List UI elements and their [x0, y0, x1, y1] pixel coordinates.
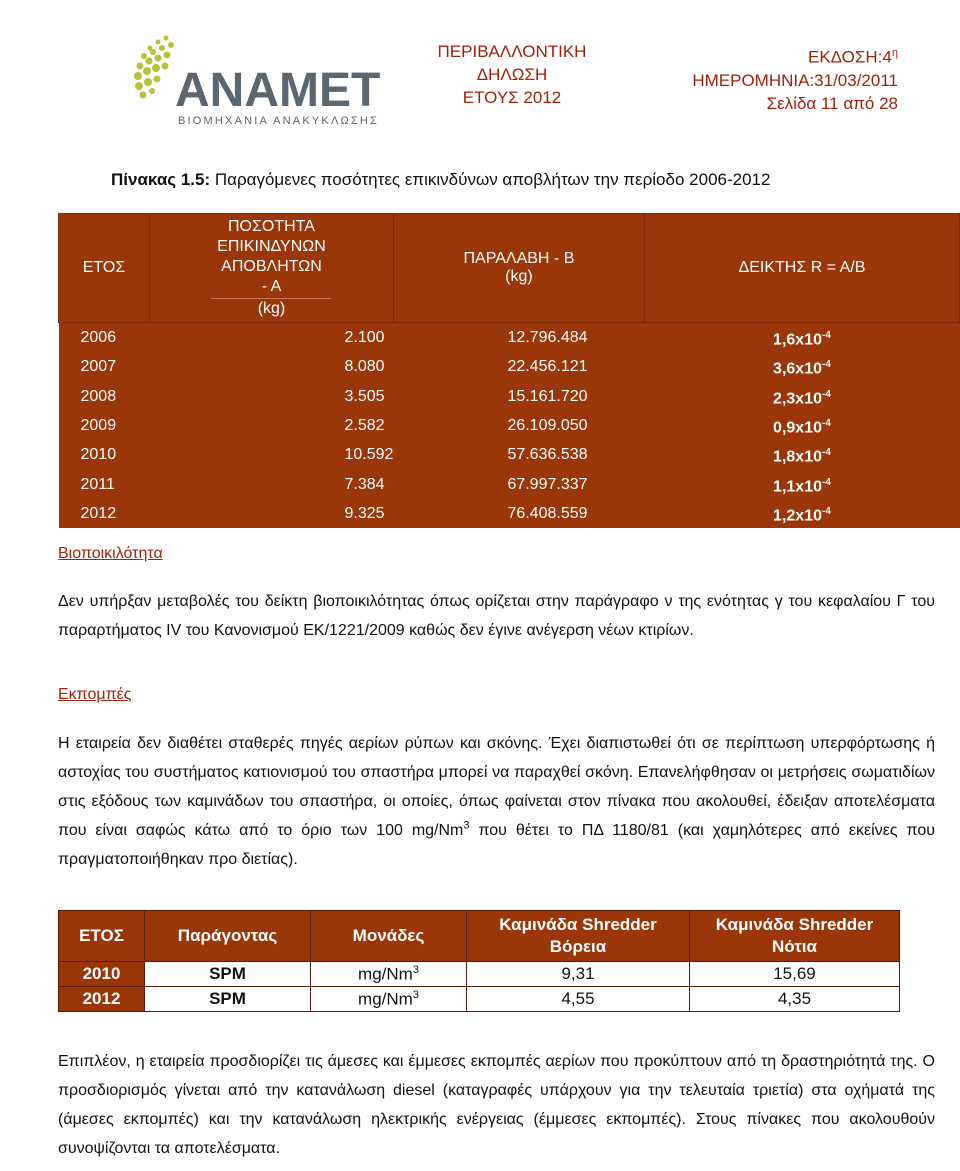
- south-line-2: Νότια: [772, 937, 817, 956]
- title-line-3: ΕΤΟΥΣ 2012: [462, 88, 562, 107]
- north-line-1: Καμινάδα Shredder: [499, 915, 657, 934]
- document-title: [412, 40, 612, 109]
- cell-index: [644, 411, 959, 440]
- unit-text: mg/Nm: [358, 989, 413, 1009]
- index-value: 0,9x10: [773, 419, 822, 437]
- col-year-header: ΕΤΟΣ: [59, 214, 150, 323]
- index-value: 1,1x10: [773, 477, 822, 495]
- col-index-header: ΔΕΙΚΤΗΣ R = A/B: [644, 214, 959, 323]
- t2-north-header: [467, 911, 690, 962]
- emissions-title: Εκπομπές: [58, 686, 132, 703]
- cell-quantity: 9.325: [150, 499, 394, 528]
- logo-dots-icon: [120, 28, 390, 128]
- index-exponent: -4: [821, 388, 831, 400]
- north-line-2: Βόρεια: [549, 937, 607, 956]
- index-value: 1,8x10: [773, 448, 822, 466]
- quantity-line-5: (kg): [257, 300, 286, 317]
- caption-text: Παραγόμενες ποσότητες επικινδύνων αποβλήτων την περίοδο 2006-2012: [210, 170, 771, 189]
- cell-quantity: 3.505: [150, 382, 394, 411]
- biodiversity-title: Βιοποικιλότητα: [58, 545, 163, 562]
- t2-year-header: ΕΤΟΣ: [59, 911, 145, 962]
- table-row: [59, 323, 960, 353]
- cell-south: 15,69: [690, 962, 900, 987]
- closing-text: Επιπλέον, η εταιρεία προσδιορίζει τις άμεσες και έμμεσες εκπομπές αερίων που προκύπτουν από τη δραστηριότητά της. Ο προσδιορισμός γίνεται από την κατανάλωση diesel (καταγραφές υπάρχουν για την τελευταία τριετία) στα οχήματά της (άμεσες εκπομπές) και την κατανάλωση ηλεκτρικής ενέργειας (έμμεσες εκπομπές). Στους πίνακες που ακολουθούν συνοψίζονται τα αποτελέσματα.: [58, 1053, 935, 1157]
- edition-sup: η: [891, 47, 898, 59]
- logo-subtitle: ΒΙΟΜΗΧΑΝΙΑ ΑΝΑΚΥΚΛΩΣΗΣ: [178, 115, 380, 127]
- table-row: [59, 352, 960, 381]
- title-line-2: ΔΗΛΩΣΗ: [476, 65, 548, 84]
- company-logo: [120, 28, 390, 128]
- table-row: [59, 499, 960, 528]
- intake-line-1: ΠΑΡΑΛΑΒΗ - Β: [463, 250, 575, 267]
- cell-index: [644, 470, 959, 499]
- quantity-line-3: ΑΠΟΒΛΗΤΩΝ: [221, 258, 322, 275]
- table-row: [59, 470, 960, 499]
- cell-intake: 22.456.121: [393, 352, 644, 381]
- index-exponent: -4: [821, 447, 831, 459]
- cell-intake: 15.161.720: [393, 382, 644, 411]
- south-line-1: Καμινάδα Shredder: [715, 915, 874, 934]
- cell-quantity: 2.100: [150, 323, 394, 353]
- intake-line-2: (kg): [505, 268, 533, 285]
- cell-year: 2009: [59, 411, 150, 440]
- col-intake-header: [393, 214, 644, 323]
- emissions-text-2: που θέτει το ΠΔ 1180/81 (και χαμηλότερες από εκείνες που πραγματοποιήθηκαν προ διετίας).: [58, 822, 935, 868]
- biodiversity-text: Δεν υπήρξαν μεταβολές του δείκτη βιοποικιλότητας όπως ορίζεται στην παράγραφο ν της ενότητας γ του κεφαλαίου Γ του παραρτήματος IV του Κανονισμού ΕΚ/1221/2009 καθώς δεν έγινε ανέγερση νέων κτιρίων.: [58, 593, 935, 639]
- cell-intake: 67.997.337: [393, 470, 644, 499]
- t2-factor-header: Παράγοντας: [145, 911, 311, 962]
- cell-unit: [311, 962, 467, 987]
- cell-year: 2008: [59, 382, 150, 411]
- cell-year: 2006: [59, 323, 150, 353]
- table-row: [59, 987, 900, 1012]
- table-row: [59, 440, 960, 469]
- index-exponent: -4: [821, 359, 831, 371]
- quantity-line-4: - Α: [261, 278, 282, 295]
- emissions-sup: 3: [463, 819, 470, 832]
- emissions-text: [58, 729, 935, 874]
- index-value: 1,2x10: [773, 507, 822, 525]
- cell-index: [644, 323, 959, 353]
- table-row: [59, 962, 900, 987]
- index-exponent: -4: [821, 330, 831, 341]
- cell-factor: SPM: [145, 987, 311, 1012]
- spm-measurements-table: [58, 910, 900, 1012]
- page-label: Σελίδα 11 από 28: [766, 93, 898, 113]
- logo-text: ANAMET: [175, 64, 381, 117]
- cell-north: 4,55: [467, 987, 690, 1012]
- index-exponent: -4: [821, 505, 831, 517]
- cell-quantity: 2.582: [150, 411, 394, 440]
- cell-factor: SPM: [145, 962, 311, 987]
- cell-year: 2010: [59, 440, 150, 469]
- unit-text: mg/Nm: [358, 964, 413, 984]
- cell-year: 2010: [59, 962, 145, 987]
- cell-index: [644, 499, 959, 528]
- cell-index: [644, 382, 959, 411]
- t2-south-header: [690, 911, 900, 962]
- cell-quantity: 8.080: [150, 352, 394, 381]
- index-exponent: -4: [821, 476, 831, 488]
- date-label: ΗΜΕΡΟΜΗΝΙΑ:31/03/2011: [692, 70, 898, 90]
- index-value: 3,6x10: [773, 360, 822, 378]
- cell-north: 9,31: [467, 962, 690, 987]
- unit-sup: 3: [412, 963, 419, 976]
- document-meta: [620, 42, 898, 115]
- table-row: [59, 411, 960, 440]
- cell-year: 2007: [59, 352, 150, 381]
- cell-index: [644, 352, 959, 381]
- cell-year: 2012: [59, 987, 145, 1012]
- quantity-line-2: ΕΠΙΚΙΝΔΥΝΩΝ: [217, 238, 326, 255]
- edition-label: ΕΚΔΟΣΗ:4: [808, 47, 892, 67]
- cell-year: 2012: [59, 499, 150, 528]
- cell-year: 2011: [59, 470, 150, 499]
- cell-south: 4,35: [690, 987, 900, 1012]
- cell-intake: 76.408.559: [393, 499, 644, 528]
- emissions-text-1: Η εταιρεία δεν διαθέτει σταθερές πηγές αερίων ρύπων και σκόνης. Έχει διαπιστωθεί ότι σε περίπτωση υπερφόρτωσης ή αστοχίας του συστήματος κατιονισμού του σπαστήρα μπορεί να παραχθεί σκόνη. Επανελήφθησαν οι μετρήσεις σωματιδίων στις εξόδους των καμινάδων του σπαστήρα, οι οποίες, όπως φαίνεται στον πίνακα που ακολουθεί, έδειξαν αποτελέσματα που είναι σαφώς κάτω από το όριο των 100 mg/Nm: [58, 735, 935, 839]
- index-value: 1,6x10: [773, 331, 822, 349]
- quantity-line-1: ΠΟΣΟΤΗΤΑ: [228, 218, 315, 235]
- table-row: [59, 382, 960, 411]
- hazardous-waste-table: [58, 213, 960, 528]
- unit-sup: 3: [412, 988, 419, 1001]
- caption-prefix: Πίνακας 1.5:: [111, 170, 211, 189]
- cell-quantity: 7.384: [150, 470, 394, 499]
- cell-unit: [311, 987, 467, 1012]
- cell-intake: 12.796.484: [393, 323, 644, 353]
- index-value: 2,3x10: [773, 389, 822, 407]
- index-exponent: -4: [821, 417, 831, 429]
- table-caption: [111, 170, 770, 190]
- title-line-1: ΠΕΡΙΒΑΛΛΟΝΤΙΚΗ: [437, 42, 587, 61]
- edition: [620, 42, 898, 69]
- cell-index: [644, 440, 959, 469]
- col-quantity-header: [150, 214, 394, 323]
- cell-intake: 26.109.050: [393, 411, 644, 440]
- t2-units-header: Μονάδες: [311, 911, 467, 962]
- cell-intake: 57.636.538: [393, 440, 644, 469]
- cell-quantity: 10.592: [150, 440, 394, 469]
